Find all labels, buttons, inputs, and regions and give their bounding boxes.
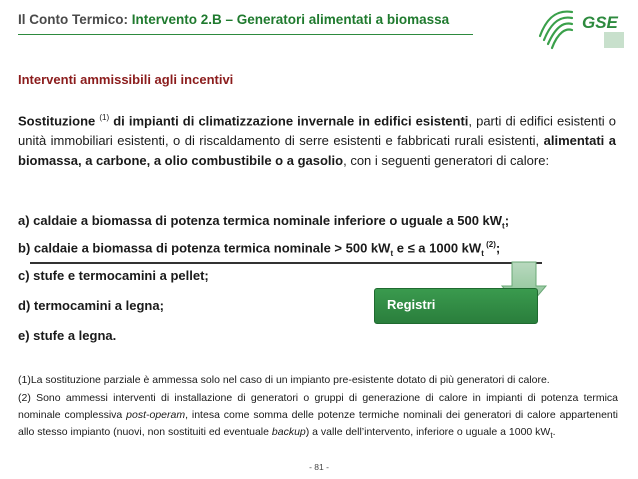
list-item-c: c) stufe e termocamini a pellet; xyxy=(18,268,209,283)
list-item-b: b) caldaie a biomassa di potenza termica nominale > 500 $kW_t$ e ≤ a 1000 $kW_t$ $^{(2)}$; xyxy=(18,240,501,258)
list-item-e: e) stufe a legna. xyxy=(18,328,117,343)
list-divider xyxy=(30,262,542,264)
svg-text:GSE: GSE xyxy=(582,13,618,32)
header-divider xyxy=(18,34,473,35)
list-item-d: d) termocamini a legna; xyxy=(18,298,164,313)
footnote-1: (1)La sostituzione parziale è ammessa solo nel caso di un impianto pre-esistente dotato di più generatori di calore. xyxy=(18,374,550,386)
intro-paragraph: Sostituzione $^{(1)}$ di impianti di climatizzazione invernale in edifici esistenti, parti di edifici esistenti o unità immobiliari esistenti, o di riscaldamento di serre esistenti e fabbricati rurali esistenti, alimentati a biomassa, a carbone, a olio combustibile o a gasolio, con i seguenti generatori di calore: xyxy=(18,113,617,169)
footnote-2: (2) Sono ammessi interventi di installazione di generatori o gruppi di generazione di calore in impianti di potenza termica nominale complessiva post-operam, intesa come somma delle potenze termiche nominali dei generatori di calore appartenenti allo stesso impianto (nuovi, non sostituiti ed eventuale backup) a valle dell’intervento, inferiore o uguale a 1000 $kW_t$. xyxy=(18,392,618,441)
registri-box: Registri xyxy=(374,288,538,324)
page-number: - 81 - xyxy=(309,462,329,472)
gse-logo xyxy=(538,6,626,50)
list-item-a: a) caldaie a biomassa di potenza termica nominale inferiore o uguale a 500 $kW_t$; xyxy=(18,213,510,231)
section-title: Interventi ammissibili agli incentivi xyxy=(18,72,234,87)
page-title xyxy=(18,12,449,27)
title-highlight: Intervento 2.B – Generatori alimentati a biomassa xyxy=(131,12,450,27)
title-prefix: Il Conto Termico: xyxy=(18,12,132,27)
